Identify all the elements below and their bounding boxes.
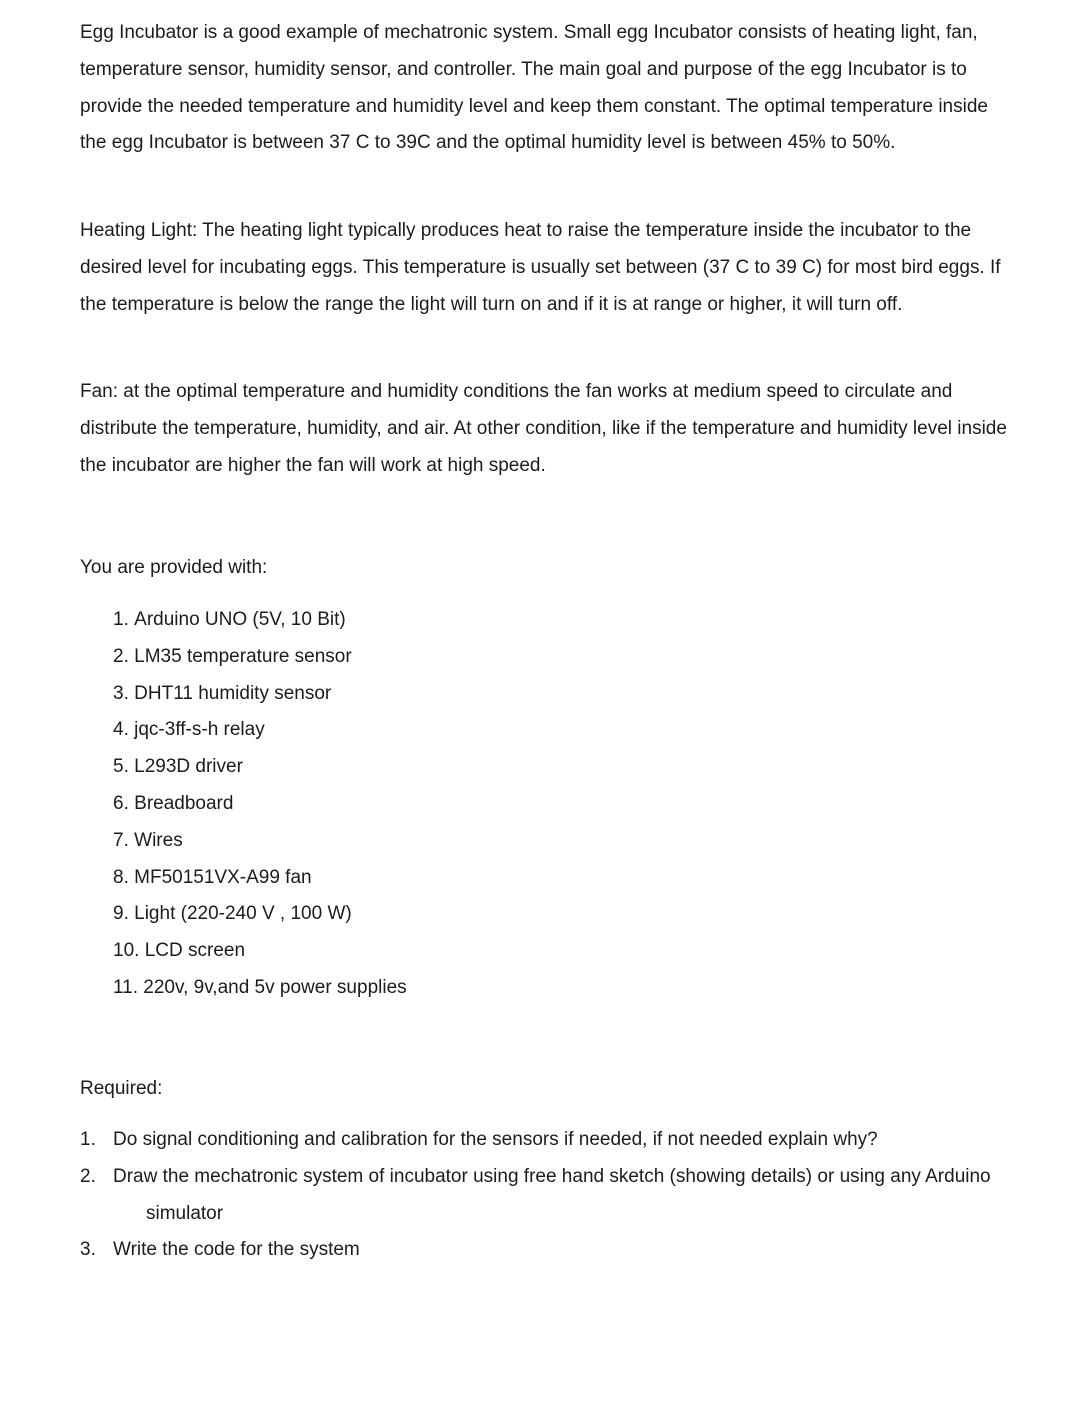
list-item: 7. Wires bbox=[113, 829, 183, 851]
list-item: 5. L293D driver bbox=[113, 756, 243, 778]
list-item: 4. jqc-3ff-s-h relay bbox=[113, 719, 265, 741]
list-item: 3. DHT11 humidity sensor bbox=[113, 682, 332, 704]
provided-list bbox=[113, 602, 407, 1007]
required-heading: Required: bbox=[80, 1078, 163, 1099]
list-item: 1. Arduino UNO (5V, 10 Bit) bbox=[113, 609, 346, 630]
intro-paragraph: Egg Incubator is a good example of mechatronic system. Small egg Incubator consists of heating light, fan, temperature sensor, humidity sensor, and controller. The main goal and purpose of the egg Incubator is to provide the needed temperature and humidity level and keep them constant. The optimal temperature inside the egg Incubator is between 37 C to 39C and the optimal humidity level is between 45% to 50%. bbox=[80, 22, 988, 154]
list-item: 2. LM35 temperature sensor bbox=[113, 645, 352, 667]
list-item: 10. LCD screen bbox=[113, 940, 246, 962]
list-item: 6. Breadboard bbox=[113, 792, 234, 814]
list-item: 2. Draw the mechatronic system of incubator using free hand sketch (showing details) or using any Arduino simulator bbox=[80, 1165, 991, 1224]
provided-heading: You are provided with: bbox=[80, 557, 268, 578]
fan-paragraph: Fan: at the optimal temperature and humidity conditions the fan works at medium speed to circulate and distribute the temperature, humidity, and air. At other condition, like if the temperature and humidity level inside the incubator are higher the fan will work at high speed. bbox=[80, 381, 1007, 476]
list-item: 3. Write the code for the system bbox=[80, 1239, 360, 1261]
list-item: 9. Light (220-240 V , 100 W) bbox=[113, 903, 352, 925]
required-list bbox=[80, 1122, 1013, 1269]
list-item: 11. 220v, 9v,and 5v power supplies bbox=[113, 976, 407, 998]
list-item: 1. Do signal conditioning and calibration for the sensors if needed, if not needed explain why? bbox=[80, 1129, 878, 1150]
heating-light-paragraph: Heating Light: The heating light typically produces heat to raise the temperature inside the incubator to the desired level for incubating eggs. This temperature is usually set between (37 C to 39 C) for most bird eggs. If the temperature is below the range the light will turn on and if it is at range or higher, it will turn off. bbox=[80, 220, 1001, 315]
list-item: 8. MF50151VX-A99 fan bbox=[113, 866, 312, 888]
